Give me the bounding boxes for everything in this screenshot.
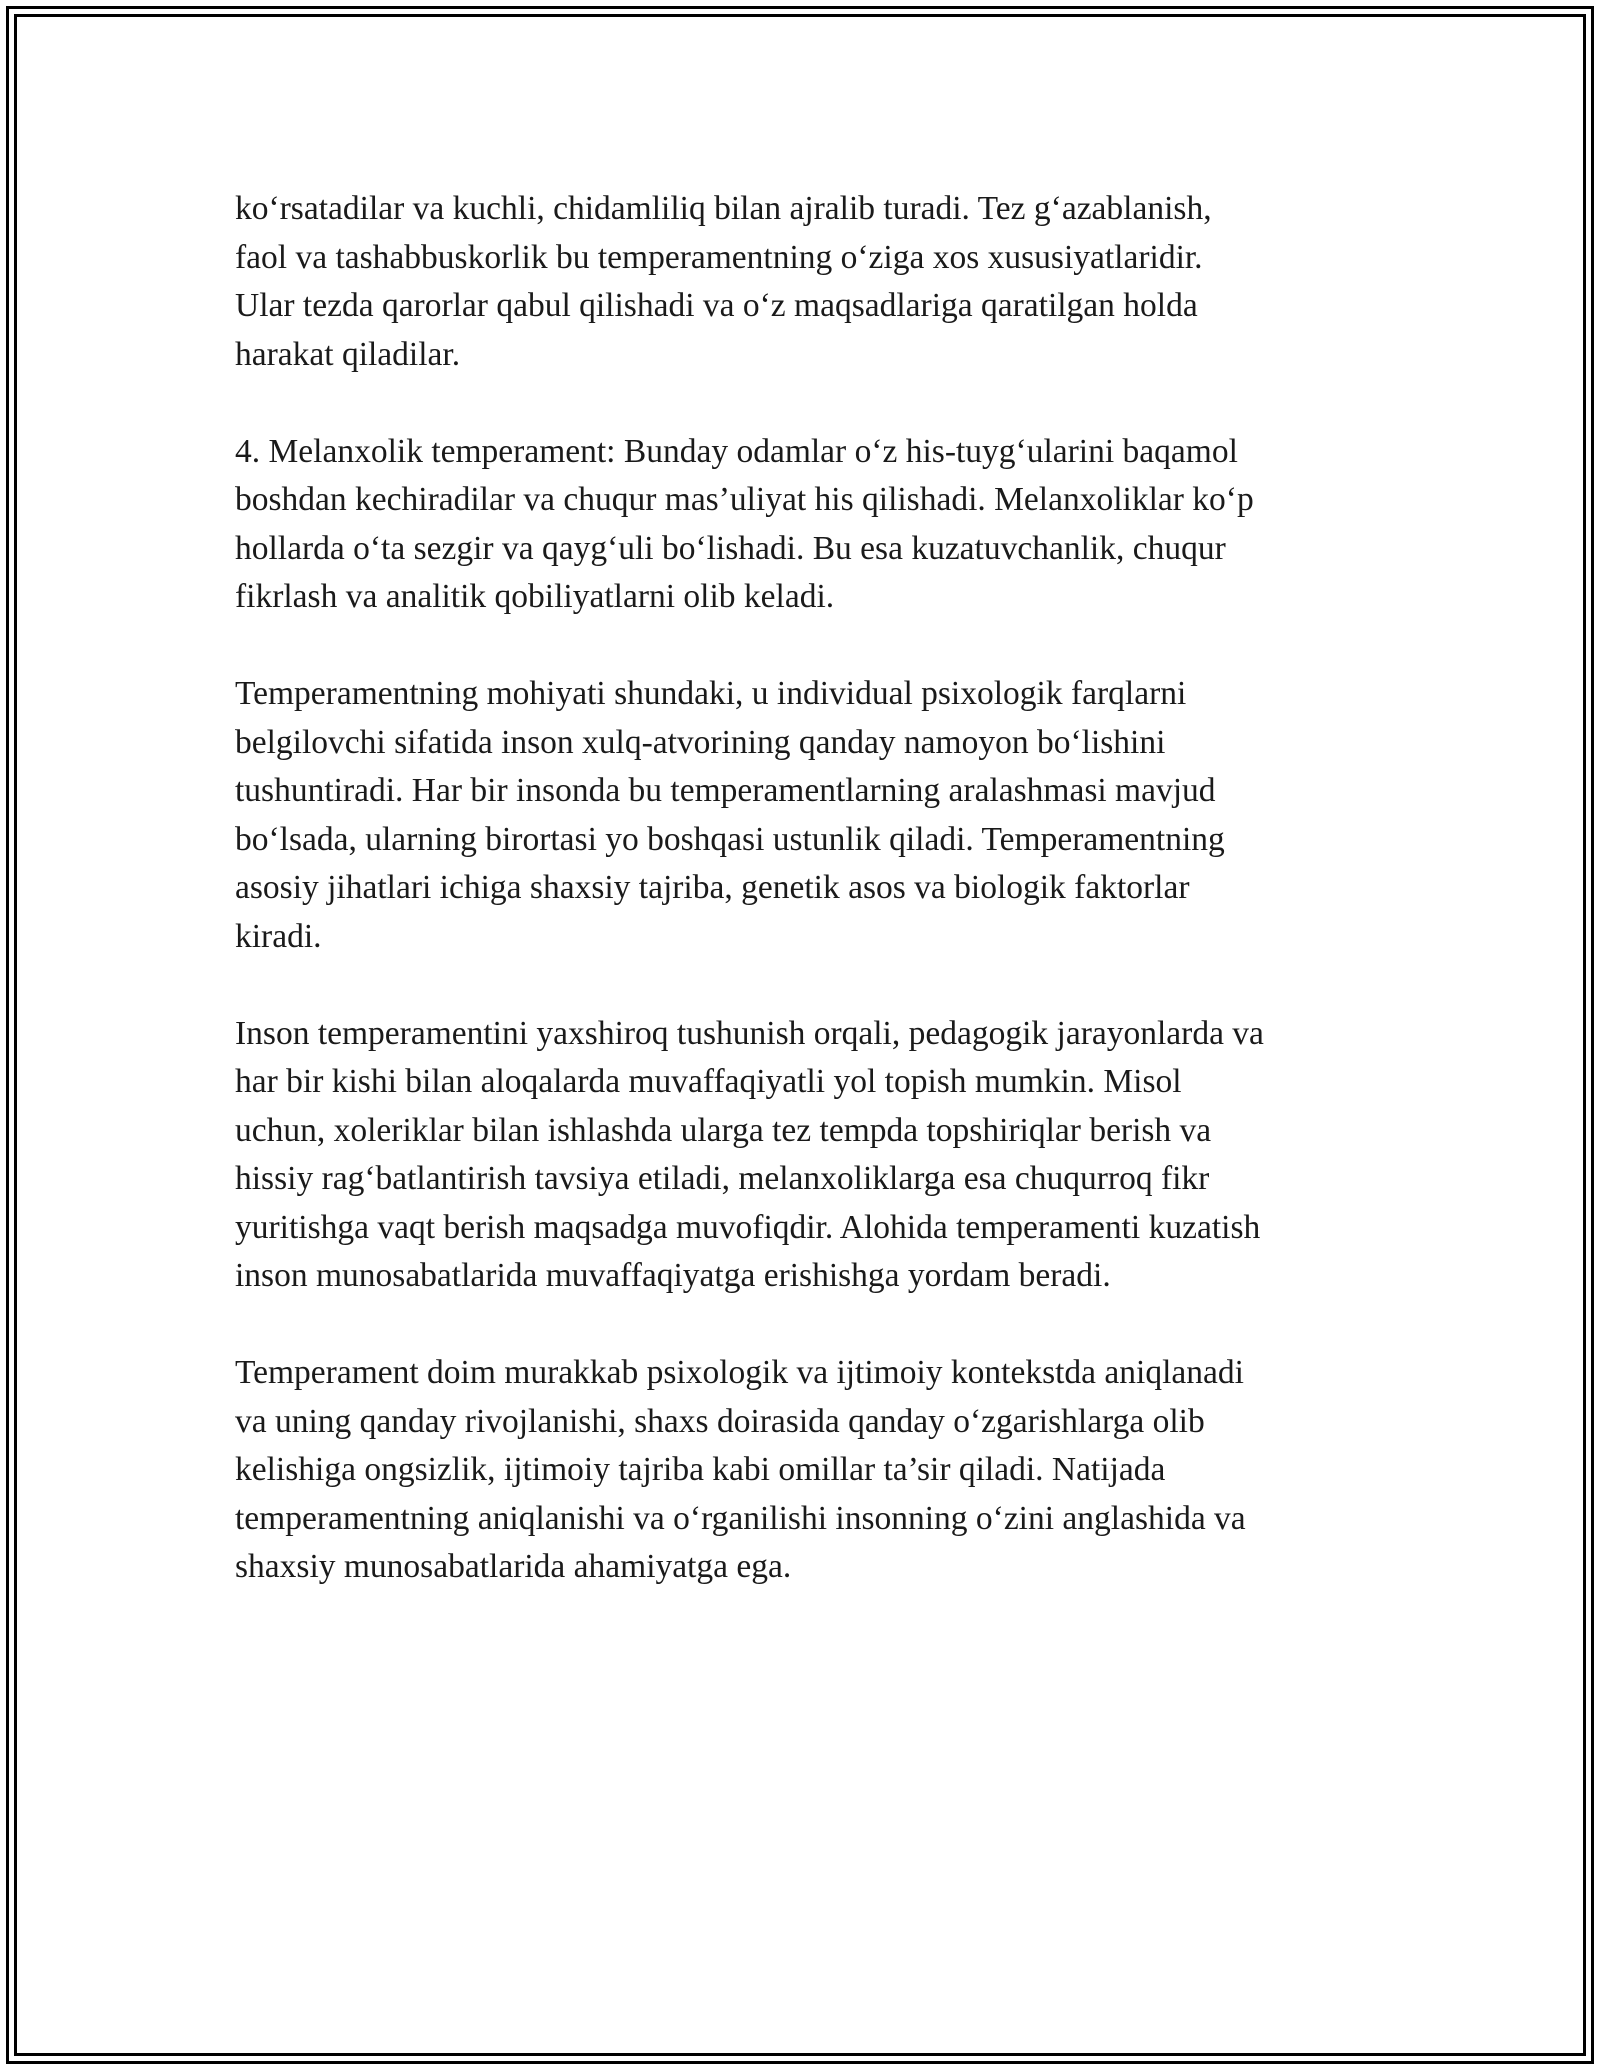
text-line: yuritishga vaqt berish maqsadga muvofiqdir. Alohida temperamenti kuzatish bbox=[235, 1208, 1261, 1246]
text-line: belgilovchi sifatida inson xulq-atvorining qanday namoyon bo‘lishini bbox=[235, 723, 1166, 761]
text-line: kelishiga ongsizlik, ijtimoiy tajriba kabi omillar ta’sir qiladi. Natijada bbox=[235, 1451, 1166, 1488]
text-line: bo‘lsada, ularning birortasi yo boshqasi ustunlik qiladi. Temperamentning bbox=[235, 820, 1225, 858]
paragraph-3 bbox=[235, 670, 1375, 961]
document-body bbox=[235, 185, 1375, 1640]
text-line: hollarda o‘ta sezgir va qayg‘uli bo‘lishadi. Bu esa kuzatuvchanlik, chuqur bbox=[235, 529, 1226, 567]
text-line: ko‘rsatadilar va kuchli, chidamliliq bilan ajralib turadi. Tez g‘azablanish, bbox=[235, 190, 1212, 227]
text-line: har bir kishi bilan aloqalarda muvaffaqiyatli yol topish mumkin. Misol bbox=[235, 1063, 1182, 1100]
text-line: boshdan kechiradilar va chuqur mas’uliyat his qilishadi. Melanxoliklar ko‘p bbox=[235, 481, 1254, 518]
text-line: shaxsiy munosabatlarida ahamiyatga ega. bbox=[235, 1548, 792, 1585]
text-line: hissiy rag‘batlantirish tavsiya etiladi, melanxoliklarga esa chuqurroq fikr bbox=[235, 1160, 1210, 1197]
paragraph-1 bbox=[235, 185, 1375, 379]
text-line: asosiy jihatlari ichiga shaxsiy tajriba, genetik asos va biologik faktorlar bbox=[235, 869, 1190, 906]
paragraph-4 bbox=[235, 1010, 1375, 1301]
text-line: inson munosabatlarida muvaffaqiyatga erishishga yordam beradi. bbox=[235, 1257, 1111, 1294]
text-line: Inson temperamentini yaxshiroq tushunish orqali, pedagogik jarayonlarda va bbox=[235, 1014, 1264, 1052]
text-line: va uning qanday rivojlanishi, shaxs doirasida qanday o‘zgarishlarga olib bbox=[235, 1402, 1205, 1440]
text-line: Ular tezda qarorlar qabul qilishadi va o‘z maqsadlariga qaratilgan holda bbox=[235, 287, 1198, 324]
text-line: faol va tashabbuskorlik bu temperamentning o‘ziga xos xususiyatlaridir. bbox=[235, 238, 1203, 276]
text-line: uchun, xoleriklar bilan ishlashda ularga tez tempda topshiriqlar berish va bbox=[235, 1111, 1212, 1149]
text-line: tushuntiradi. Har bir insonda bu temperamentlarning aralashmasi mavjud bbox=[235, 772, 1216, 809]
paragraph-2 bbox=[235, 428, 1375, 622]
text-line: Temperamentning mohiyati shundaki, u individual psixologik farqlarni bbox=[235, 675, 1187, 712]
text-line: 4. Melanxolik temperament: Bunday odamlar o‘z his-tuyg‘ularini baqamol bbox=[235, 432, 1238, 470]
text-line: temperamentning aniqlanishi va o‘rganilishi insonning o‘zini anglashida va bbox=[235, 1499, 1246, 1537]
text-line: kiradi. bbox=[235, 917, 322, 955]
text-line: Temperament doim murakkab psixologik va ijtimoiy kontekstda aniqlanadi bbox=[235, 1354, 1244, 1391]
text-line: harakat qiladilar. bbox=[235, 335, 461, 373]
paragraph-5 bbox=[235, 1349, 1375, 1592]
text-line: fikrlash va analitik qobiliyatlarni olib keladi. bbox=[235, 578, 835, 615]
